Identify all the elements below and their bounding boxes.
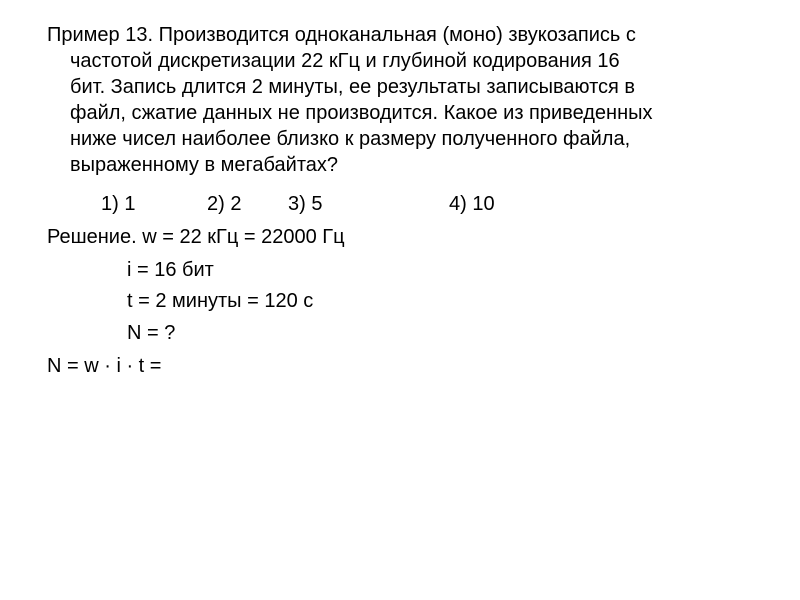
given-t: t = 2 минуты = 120 с <box>127 290 314 312</box>
problem-line-1: Пример 13. Производится одноканальная (моно) звукозапись с <box>47 24 636 46</box>
solution-header: Решение. w = 22 кГц = 22000 Гц <box>47 226 345 248</box>
problem-line-2: частотой дискретизации 22 кГц и глубиной кодирования 16 <box>70 50 620 72</box>
formula: N = w · i · t = <box>47 355 162 377</box>
given-i: i = 16 бит <box>127 259 214 281</box>
answer-option-1: 1) 1 <box>101 193 136 215</box>
problem-line-5: ниже чисел наиболее близко к размеру полученного файла, <box>70 128 631 150</box>
problem-line-4: файл, сжатие данных не производится. Какое из приведенных <box>70 102 653 124</box>
given-n: N = ? <box>127 322 176 344</box>
answer-option-2: 2) 2 <box>207 193 242 215</box>
answer-option-4: 4) 10 <box>449 193 495 215</box>
answer-option-3: 3) 5 <box>288 193 323 215</box>
problem-line-3: бит. Запись длится 2 минуты, ее результаты записываются в <box>70 76 636 98</box>
problem-line-6: выраженному в мегабайтах? <box>70 154 338 176</box>
